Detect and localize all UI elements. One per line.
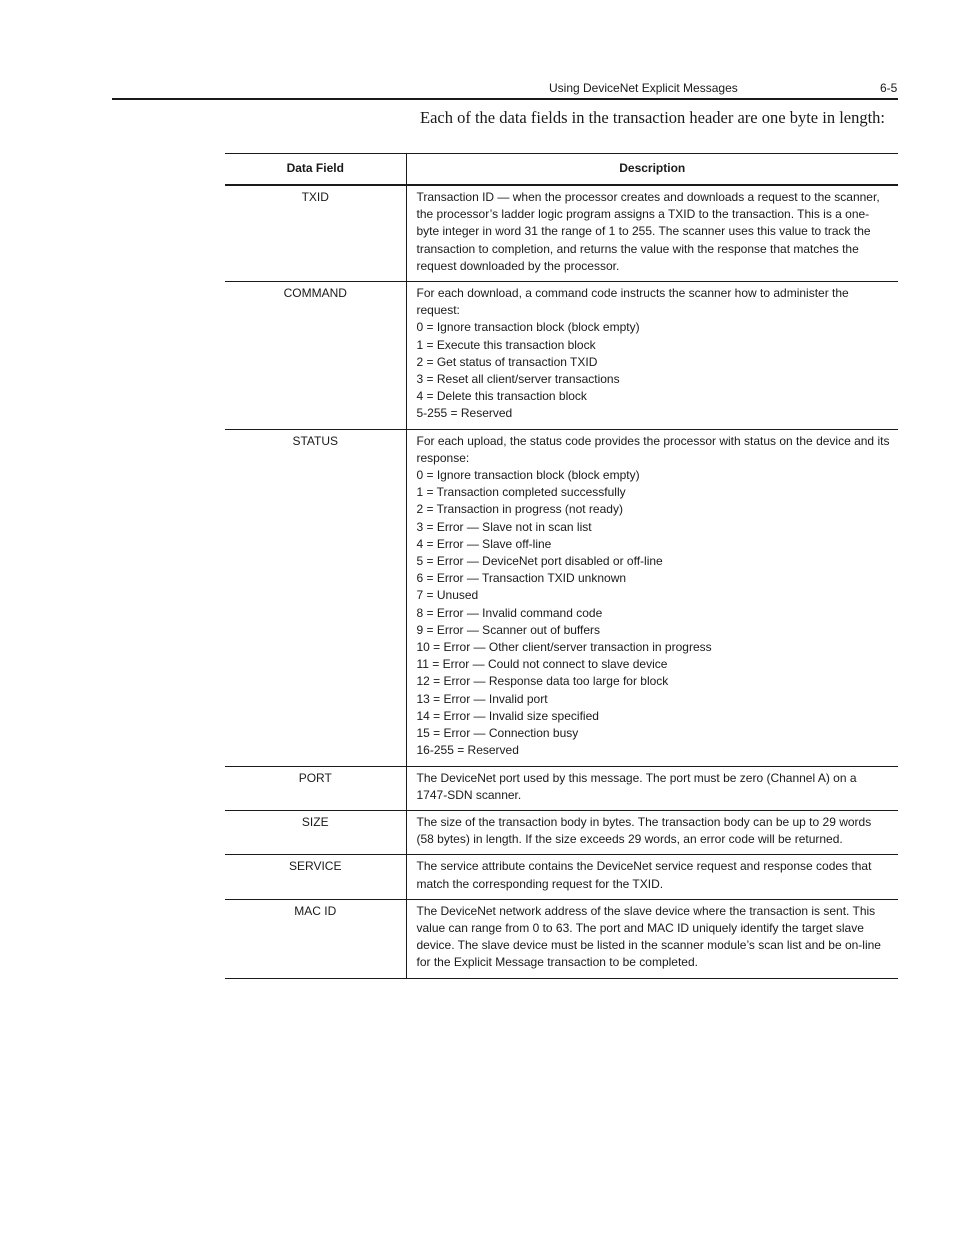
description-line: 4 = Delete this transaction block [416, 389, 587, 404]
table-row [225, 766, 898, 810]
description-line: For each upload, the status code provides the processor with status on the device and its response: [416, 433, 890, 465]
description-line: 3 = Reset all client/server transactions [416, 372, 620, 387]
page-number: 6-5 [880, 81, 898, 95]
table-row [225, 282, 898, 430]
description-line: 16-255 = Reserved [416, 743, 519, 758]
description-line: For each download, a command code instructs the scanner how to administer the request: [416, 286, 849, 318]
description-cell [406, 282, 898, 430]
data-field-table [225, 153, 898, 979]
description-cell [406, 429, 898, 766]
data-field-cell: MAC ID [225, 899, 406, 978]
description-line: 7 = Unused [416, 588, 479, 603]
description-line: 2 = Transaction in progress (not ready) [416, 502, 623, 517]
description-line: 8 = Error — Invalid command code [416, 605, 603, 620]
data-field-cell: STATUS [225, 429, 406, 766]
running-head-title: Using DeviceNet Explicit Messages [549, 81, 738, 95]
description-line: 1 = Transaction completed successfully [416, 485, 626, 500]
description-line: 3 = Error — Slave not in scan list [416, 519, 592, 534]
description-cell [406, 185, 898, 282]
table-row [225, 899, 898, 978]
table-row [225, 429, 898, 766]
column-header-data-field: Data Field [225, 154, 406, 186]
data-field-cell: SERVICE [225, 855, 406, 899]
description-cell [406, 855, 898, 899]
running-head [0, 80, 954, 100]
description-line: 6 = Error — Transaction TXID unknown [416, 571, 627, 586]
description-cell [406, 899, 898, 978]
table-body [225, 185, 898, 978]
description-line: 9 = Error — Scanner out of buffers [416, 622, 601, 637]
intro-text: Each of the data fields in the transaction header are one byte in length: [420, 108, 886, 127]
table-row [225, 855, 898, 899]
data-field-cell: TXID [225, 185, 406, 282]
table-header-row [225, 154, 898, 186]
description-line: The service attribute contains the DeviceNet service request and response codes that match the corresponding request for the TXID. [416, 859, 872, 891]
column-header-description: Description [406, 154, 898, 186]
description-cell [406, 766, 898, 810]
description-line: 2 = Get status of transaction TXID [416, 354, 598, 369]
description-line: 12 = Error — Response data too large for block [416, 674, 669, 689]
table-row [225, 810, 898, 854]
data-field-cell: PORT [225, 766, 406, 810]
description-line: 11 = Error — Could not connect to slave device [416, 657, 668, 672]
description-line: 10 = Error — Other client/server transaction in progress [416, 640, 712, 655]
description-line: The DeviceNet network address of the slave device where the transaction is sent. This value can range from 0 to 63. The port and MAC ID uniquely identify the target slave device. The slave device must be listed in the scanner module’s scan list and be on-line for the Explicit Message transaction to be completed. [416, 903, 881, 970]
data-field-cell: COMMAND [225, 282, 406, 430]
description-line: 0 = Ignore transaction block (block empty) [416, 468, 640, 483]
description-line: 4 = Error — Slave off-line [416, 536, 552, 551]
header-rule [112, 98, 898, 100]
description-line: 14 = Error — Invalid size specified [416, 708, 599, 723]
table-row [225, 185, 898, 282]
description-line: 0 = Ignore transaction block (block empty) [416, 320, 640, 335]
description-cell [406, 810, 898, 854]
data-field-cell: SIZE [225, 810, 406, 854]
description-line: Transaction ID — when the processor creates and downloads a request to the scanner, the processor’s ladder logic program assigns a TXID to the transaction. This is a one-byte integer in word 31 the range of 1 to 255. The scanner uses this value to track the transaction to completion, and returns the value with the response that matches the request downloaded by the processor. [416, 190, 880, 273]
description-line: 5-255 = Reserved [416, 406, 513, 421]
description-line: 13 = Error — Invalid port [416, 691, 548, 706]
description-line: 15 = Error — Connection busy [416, 726, 579, 741]
description-line: The DeviceNet port used by this message. The port must be zero (Channel A) on a 1747-SDN scanner. [416, 770, 857, 802]
description-line: 1 = Execute this transaction block [416, 337, 596, 352]
description-line: 5 = Error — DeviceNet port disabled or off-line [416, 554, 663, 569]
description-line: The size of the transaction body in bytes. The transaction body can be up to 29 words (58 bytes) in length. If the size exceeds 29 words, an error code will be returned. [416, 814, 872, 847]
